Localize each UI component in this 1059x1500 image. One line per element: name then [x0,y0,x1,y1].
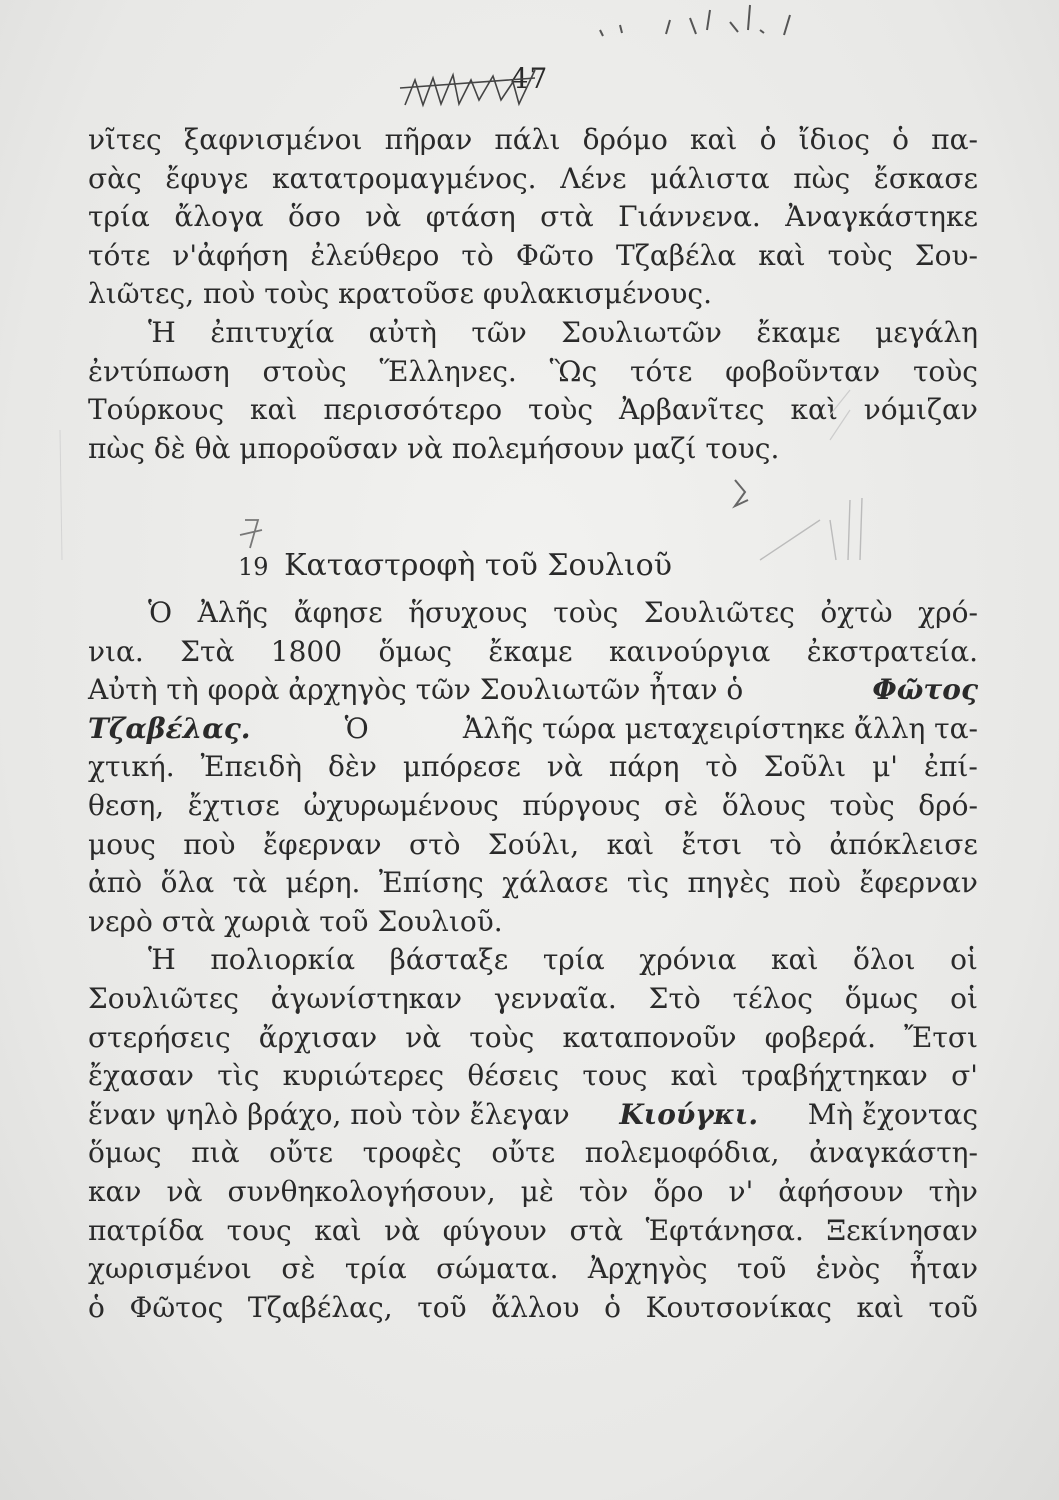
text-line: Ἡ ἐπιτυχία αὐτὴ τῶν Σουλιωτῶν ἔκαμε μεγάλη [148,315,978,349]
text-line: ἀπὸ ὅλα τὰ μέρη. Ἐπίσης χάλασε τὶς πηγὲς ποὺ ἔφερναν [88,866,978,900]
section-number: 19 [238,553,269,581]
text-line [88,1096,978,1135]
text-line: Ὁ Ἀλῆς ἄφησε ἥσυχους τοὺς Σουλιῶτες ὀχτὼ χρό- [148,596,978,629]
text-line [88,671,978,710]
page-number: 47 [510,62,549,95]
text-line: μους ποὺ ἔφερναν στὸ Σούλι, καὶ ἔτσι τὸ ἀπόκλεισε [88,827,978,861]
text-line: τότε ν'ἀφήση ἐλεύθερο τὸ Φῶτο Τζαβέλα καὶ τοὺς Σου- [88,238,978,272]
text-line: σὰς ἔφυγε κατατρομαγμένος. Λένε μάλιστα πὼς ἔσκασε [88,161,978,195]
text-line: τρία ἄλογα ὅσο νὰ φτάση στὰ Γιάννενα. Ἀναγκάστηκε [88,200,978,234]
text-segment: Ὁ [344,711,369,745]
text-segment: Αὐτὴ τὴ φορὰ ἀρχηγὸς τῶν Σουλιωτῶν ἦταν ὁ [88,673,744,707]
text-segment: ἕναν ψηλὸ βράχο, ποὺ τὸν ἔλεγαν [88,1097,570,1131]
scan-marks [560,0,820,70]
section-title: Καταστροφὴ τοῦ Σουλιοῦ [284,548,672,583]
text-line: νια. Στὰ 1800 ὅμως ἔκαμε καινούργια ἐκστρατεία. [88,634,978,668]
text-line: Τούρκους καὶ περισσότερο τοὺς Ἀρβανῖτες καὶ νόμιζαν [88,393,978,427]
text-block-top [88,121,978,468]
text-line: χωρισμένοι σὲ τρία σώματα. Ἀρχηγὸς τοῦ ἑνὸς ἦταν [88,1252,978,1286]
text-line: ἔχασαν τὶς κυριώτερες θέσεις τους καὶ τραβήχτηκαν σ' [88,1059,978,1093]
name-tzavelas: Τζαβέλας. [88,711,251,745]
text-line: Ἡ πολιορκία βάσταξε τρία χρόνια καὶ ὅλοι οἱ [148,943,978,977]
text-line: καν νὰ συνθηκολογήσουν, μὲ τὸν ὅρο ν' ἀφήσουν τὴν [88,1174,978,1208]
text-line: νῖτες ξαφνισμένοι πῆραν πάλι δρόμο καὶ ὁ ἴδιος ὁ πα- [88,123,978,156]
text-line: χτική. Ἐπειδὴ δὲν μπόρεσε νὰ πάρη τὸ Σοῦλι μ' ἐπί- [88,750,978,784]
section-heading [238,548,672,583]
text-line: ὁ Φῶτος Τζαβέλας, τοῦ ἄλλου ὁ Κουτσονίκας καὶ τοῦ [88,1290,978,1324]
text-line: πὼς δὲ θὰ μποροῦσαν νὰ πολεμήσουν μαζί τους. [88,431,780,465]
text-line: ἐντύπωση στοὺς Ἕλληνες. Ὣς τότε φοβοῦνταν τοὺς [88,354,978,388]
text-segment: Ἀλῆς τώρα μεταχειρίστηκε ἄλλη τα- [462,711,978,745]
text-block-bottom [88,594,978,1327]
pencil-scribble [395,60,545,110]
text-line [88,710,978,749]
name-kiougki: Κιούγκι. [619,1097,759,1131]
text-line: θεση, ἔχτισε ὠχυρωμένους πύργους σὲ ὅλους τοὺς δρό- [88,788,978,822]
text-line: στερήσεις ἄρχισαν νὰ τοὺς καταπονοῦν φοβερά. Ἔτσι [88,1020,978,1054]
text-line: πατρίδα τους καὶ νὰ φύγουν στὰ Ἑφτάνησα. Ξεκίνησαν [88,1213,978,1247]
name-fotos: Φῶτος [872,673,978,707]
text-line: νερὸ στὰ χωριὰ τοῦ Σουλιοῦ. [88,904,503,938]
text-line: Σουλιῶτες ἀγωνίστηκαν γενναῖα. Στὸ τέλος ὅμως οἱ [88,981,978,1015]
text-line: ὅμως πιὰ οὔτε τροφὲς οὔτε πολεμοφόδια, ἀναγκάστη- [88,1136,978,1170]
text-segment: Μὴ ἔχοντας [807,1097,978,1131]
text-line: λιῶτες, ποὺ τοὺς κρατοῦσε φυλακισμένους. [88,277,712,311]
